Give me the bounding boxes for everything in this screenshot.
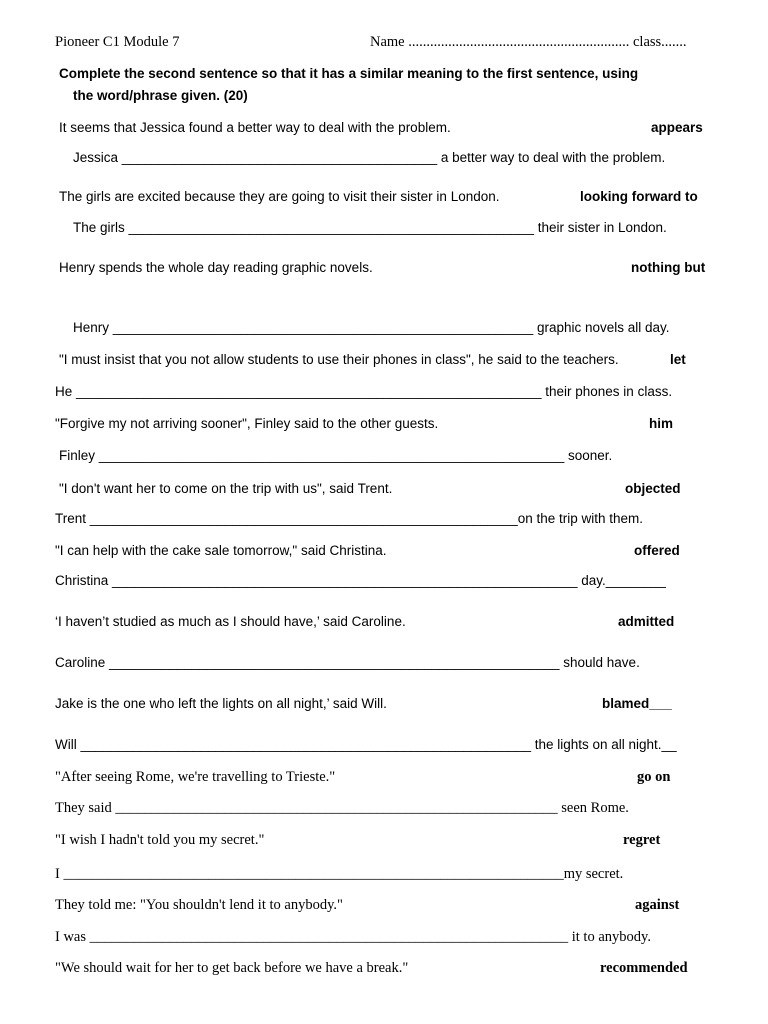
item-3-answer[interactable]: Henry ________________________________________________________ graphic novels all day. (73, 320, 670, 335)
item-13-source: "We should wait for her to get back before we have a break." (55, 960, 409, 976)
item-1-source: It seems that Jessica found a better way to deal with the problem. (59, 120, 451, 135)
item-11-answer[interactable]: I _____________________________________________________________________my secret. (55, 866, 624, 882)
item-2-source: The girls are excited because they are going to visit their sister in London. (59, 189, 500, 204)
item-7-source: "I can help with the cake sale tomorrow," said Christina. (55, 543, 387, 558)
item-4-answer[interactable]: He ______________________________________________________________ their phones in class. (55, 384, 673, 399)
instructions-line-1: Complete the second sentence so that it has a similar meaning to the first sentence, using (59, 66, 639, 81)
item-2-answer[interactable]: The girls ______________________________________________________ their sister in London. (73, 220, 667, 235)
item-4-keyword: let (670, 352, 686, 367)
item-8-source: ‘I haven’t studied as much as I should have,’ said Caroline. (55, 614, 406, 629)
item-6-answer[interactable]: Trent _________________________________________________________on the trip with them. (55, 511, 644, 526)
item-10-keyword: go on (637, 769, 671, 785)
item-6-source: "I don't want her to come on the trip with us", said Trent. (59, 481, 393, 496)
item-7-answer[interactable]: Christina ______________________________________________________________ day.________ (55, 573, 666, 588)
item-5-answer[interactable]: Finley ______________________________________________________________ sooner. (59, 448, 613, 463)
item-9-source: Jake is the one who left the lights on all night,’ said Will. (55, 696, 387, 711)
item-12-answer[interactable]: I was __________________________________________________________________ it to anybody. (55, 929, 651, 945)
item-1-answer[interactable]: Jessica __________________________________________ a better way to deal with the problem. (73, 150, 666, 165)
item-3-keyword: nothing but (631, 260, 706, 275)
module-title: Pioneer C1 Module 7 (55, 34, 180, 50)
item-4-source: "I must insist that you not allow students to use their phones in class", he said to the teachers. (59, 352, 619, 367)
item-3-source: Henry spends the whole day reading graphic novels. (59, 260, 373, 275)
item-12-source: They told me: "You shouldn't lend it to anybody." (55, 897, 343, 913)
item-13-keyword: recommended (600, 960, 688, 976)
instructions-line-2: the word/phrase given. (20) (73, 88, 248, 103)
item-9-answer[interactable]: Will ____________________________________________________________ the lights on all night.__ (55, 737, 677, 752)
item-8-answer[interactable]: Caroline ____________________________________________________________ should have. (55, 655, 640, 670)
item-12-keyword: against (635, 897, 680, 913)
item-10-answer[interactable]: They said _____________________________________________________________ seen Rome. (55, 800, 629, 816)
item-7-keyword: offered (634, 543, 680, 558)
item-8-keyword: admitted (618, 614, 675, 629)
item-6-keyword: objected (625, 481, 681, 496)
name-class-line: Name ............................................................. class....... (370, 34, 687, 50)
item-1-keyword: appears (651, 120, 703, 135)
item-2-keyword: looking forward to (580, 189, 698, 204)
item-11-source: "I wish I hadn't told you my secret." (55, 832, 265, 848)
item-11-keyword: regret (623, 832, 661, 848)
item-5-keyword: him (649, 416, 674, 431)
item-10-source: "After seeing Rome, we're travelling to Trieste." (55, 769, 336, 785)
item-5-source: "Forgive my not arriving sooner", Finley said to the other guests. (55, 416, 439, 431)
item-9-keyword: blamed___ (602, 696, 672, 711)
